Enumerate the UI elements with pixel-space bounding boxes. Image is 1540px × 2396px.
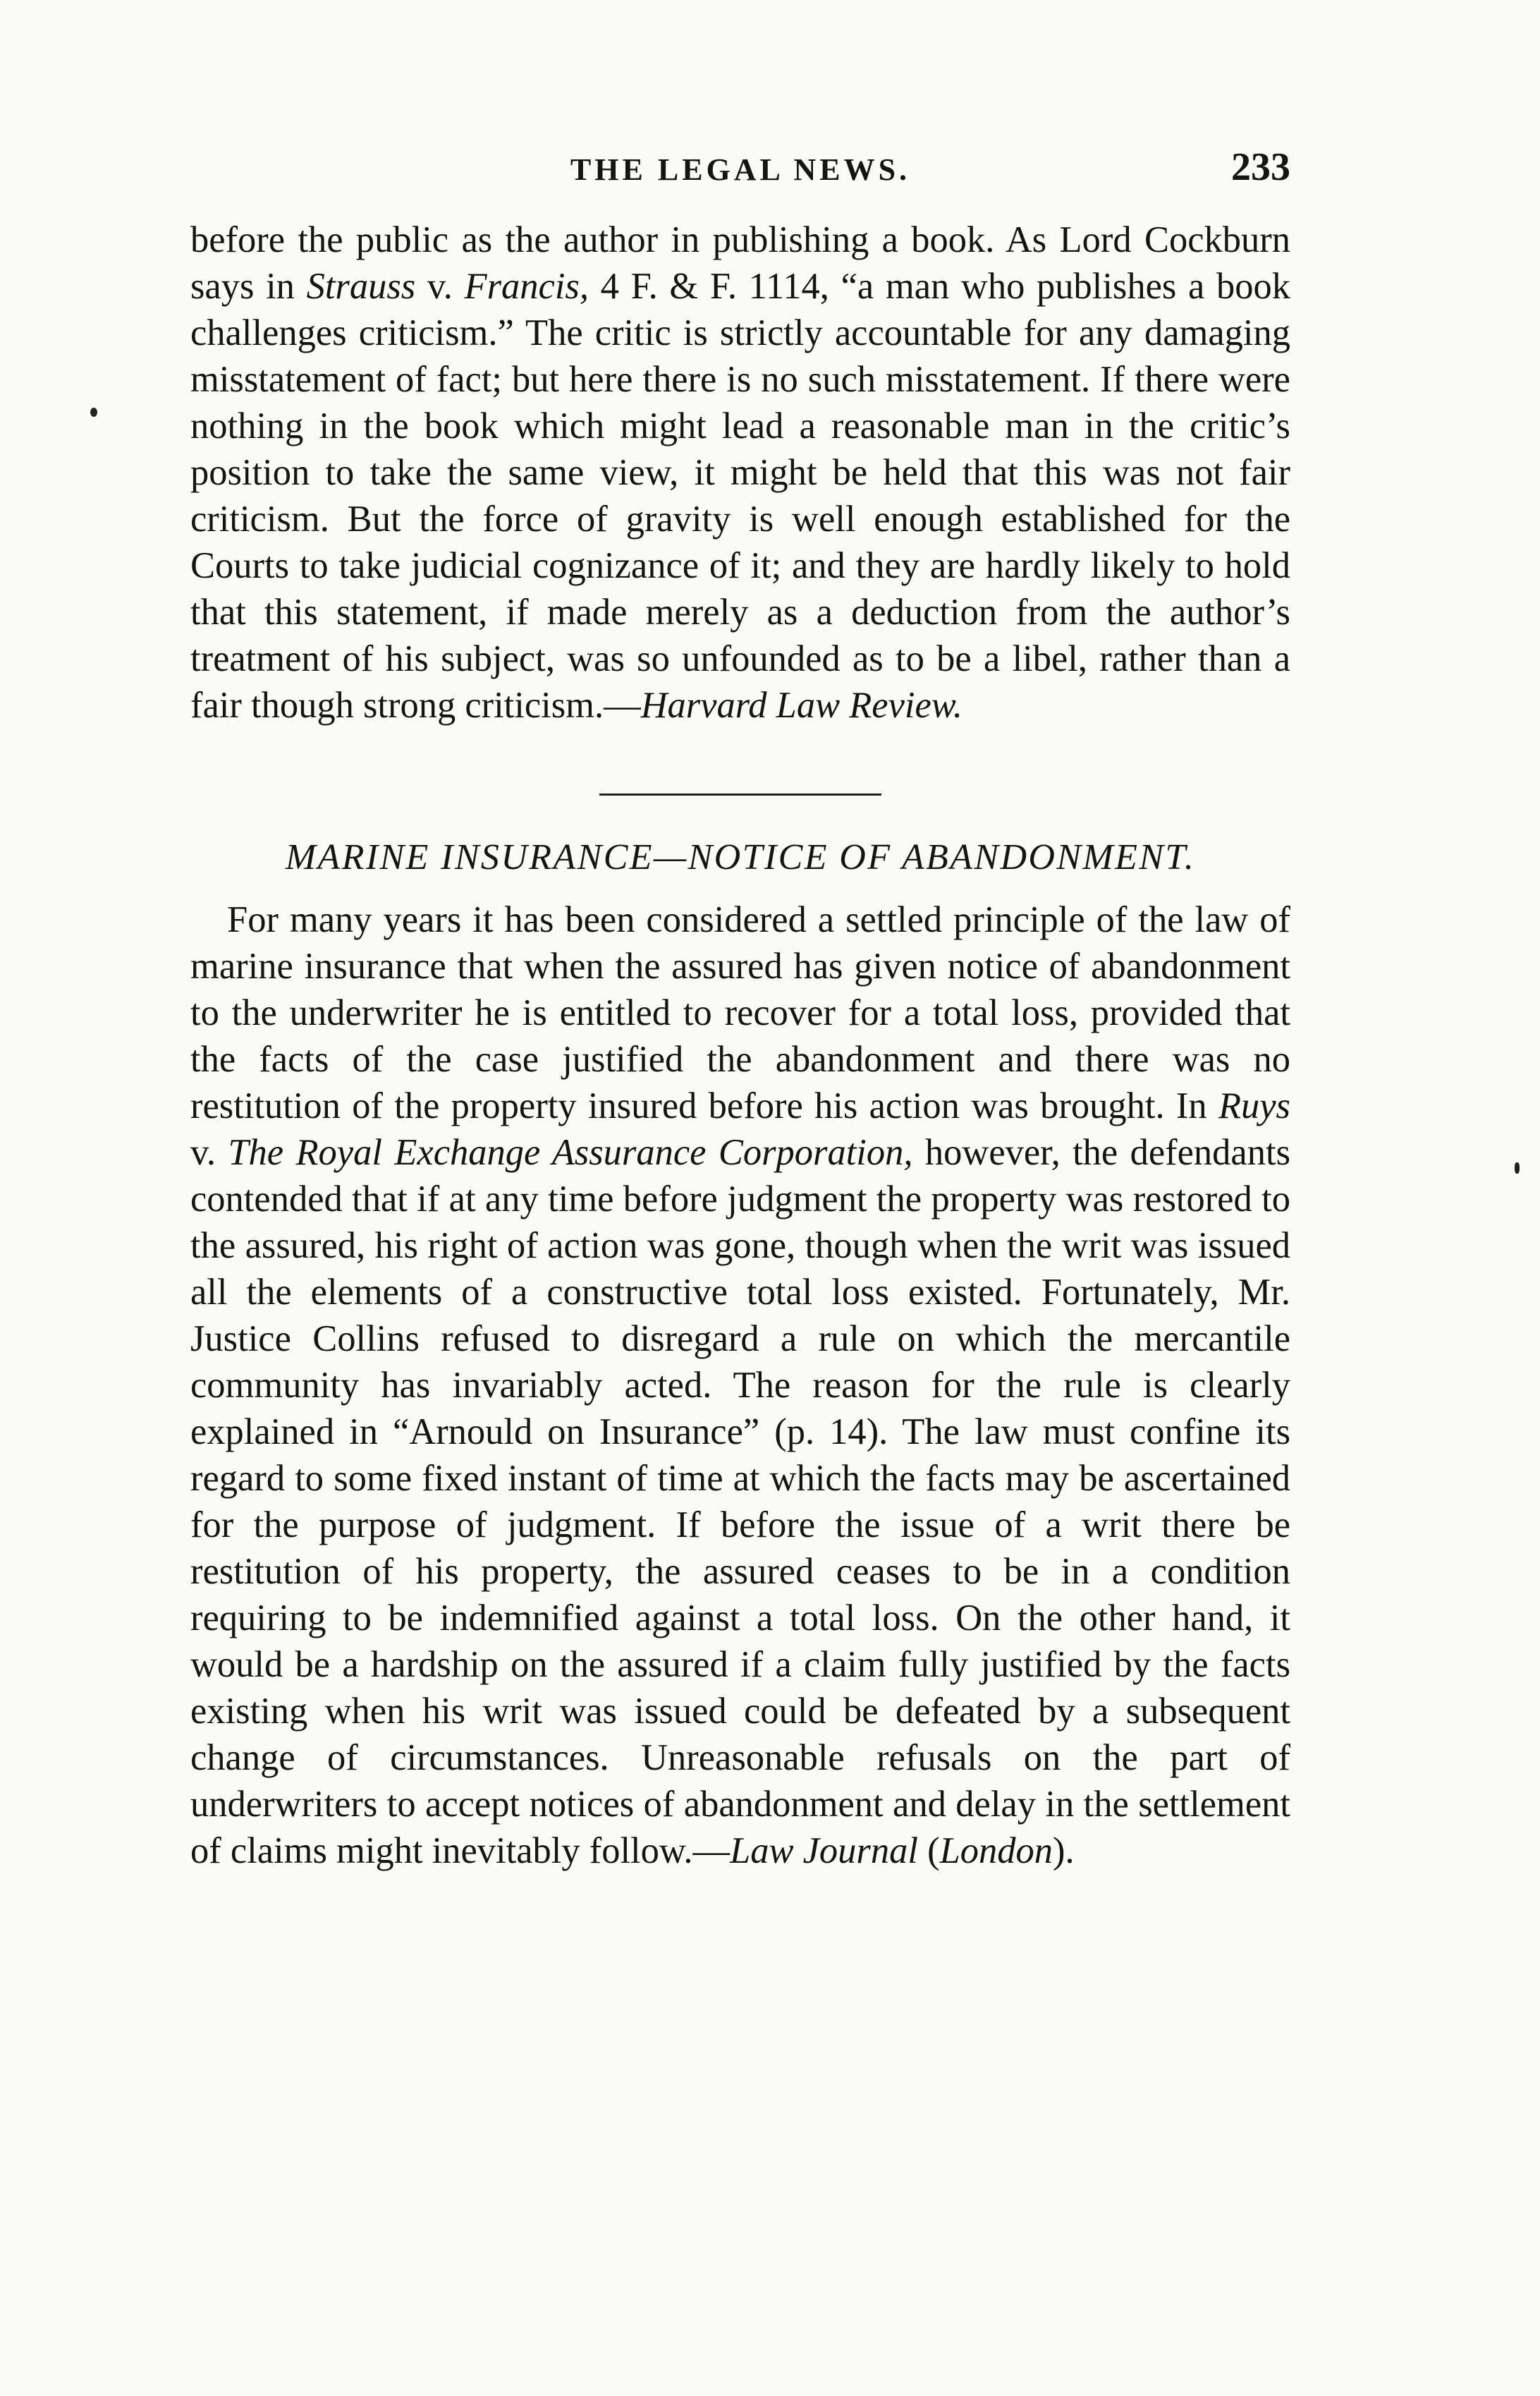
source-citation: London xyxy=(939,1830,1053,1871)
paragraph-libel-criticism xyxy=(190,217,1290,729)
section-heading: MARINE INSURANCE—NOTICE OF ABANDONMENT. xyxy=(285,837,1196,877)
running-title: THE LEGAL NEWS. xyxy=(570,152,911,187)
case-name: Ruys xyxy=(1218,1086,1290,1126)
case-name: Strauss xyxy=(306,266,416,307)
source-citation: Harvard Law Review. xyxy=(640,685,963,726)
section-divider xyxy=(599,793,881,796)
text-run: v. xyxy=(190,1132,228,1173)
page xyxy=(190,138,1290,1874)
margin-ink-speck xyxy=(90,408,97,417)
text-run: For many years it has been considered a settled principle of the law of marine insurance that when the assured has given notice of abandonment to the underwriter he is entitled to recover for a total loss, provided that the facts of the case justified the abandonment and there was no restitution of the property insured before his action was brought. In xyxy=(190,899,1290,1126)
running-header xyxy=(190,138,1290,201)
text-run: ). xyxy=(1053,1830,1075,1871)
case-name: The Royal Exchange Assurance Corporation, xyxy=(228,1132,913,1173)
source-citation: Law Journal xyxy=(730,1830,918,1871)
text-run: 4 F. & F. 1114, “a man who publishes a book challenges criticism.” The critic is strictly accountable for any damaging misstatement of fact; but here there is no such misstatement. If there were nothing in the book which might lead a reasonable man in the critic’s position to take the same view, it might be held that this was not fair criticism. But the force of gravity is well enough established for the Courts to take judicial cognizance of it; and they are hardly likely to hold that this statement, if made merely as a deduction from the author’s treatment of his subject, was so unfounded as to be a libel, rather than a fair though strong criticism.— xyxy=(190,266,1290,726)
case-name: Francis, xyxy=(464,266,589,307)
text-run: ( xyxy=(917,1830,940,1871)
text-run: however, the defendants contended that if at any time before judgment the property was restored to the assured, his right of action was gone, though when the writ was issued all the elements of a constructive total loss existed. Fortunately, Mr. Justice Collins refused to disregard a rule on which the mercantile community has invariably acted. The reason for the rule is clearly explained in “Arnould on Insurance” (p. 14). The law must confine its regard to some fixed instant of time at which the facts may be ascertained for the purpose of judgment. If before the issue of a writ there be restitution of his property, the assured ceases to be in a condition requiring to be indemnified against a total loss. On the other hand, it would be a hardship on the assured if a claim fully justified by the facts existing when his writ was issued could be defeated by a subsequent change of circumstances. Unreasonable refusals on the part of underwriters to accept notices of abandonment and delay in the settlement of claims might inevitably follow.— xyxy=(190,1132,1290,1871)
text-run: v. xyxy=(415,266,465,307)
paragraph-marine-insurance xyxy=(190,896,1290,1874)
margin-ink-speck xyxy=(1515,1162,1520,1174)
text-run: before the public as the author in publishing a book. As Lord Cockburn says in xyxy=(190,219,1290,307)
page-number: 233 xyxy=(1231,145,1290,189)
